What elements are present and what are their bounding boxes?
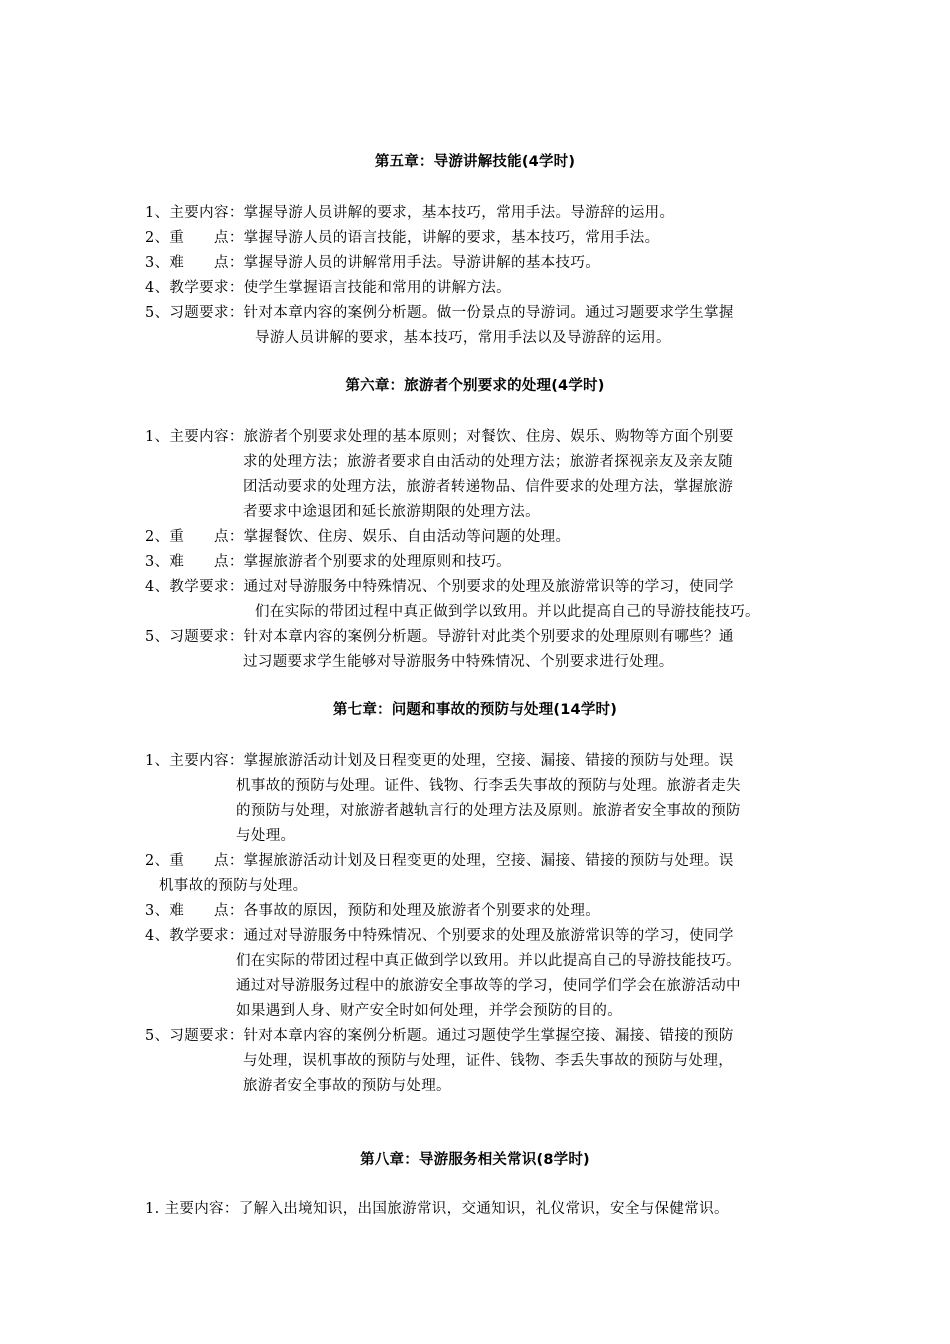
chapter-6-line-7: 4、教学要求：通过对导游服务中特殊情况、个别要求的处理及旅游常识等的学习，使同学 [145, 579, 734, 595]
chapter-6-line-9: 5、习题要求：针对本章内容的案例分析题。导游针对此类个别要求的处理原则有哪些？通 [145, 629, 734, 645]
chapter-7-line-14: 旅游者安全事故的预防与处理。 [243, 1078, 451, 1094]
chapter-6-line-2: 求的处理方法；旅游者要求自由活动的处理方法；旅游者探视亲友及亲友随 [243, 454, 734, 470]
chapter-7-line-7: 3、难 点：各事故的原因，预防和处理及旅游者个别要求的处理。 [145, 903, 601, 919]
chapter-5-line-4: 4、教学要求：使学生掌握语言技能和常用的讲解方法。 [145, 280, 511, 296]
chapter-5-line-6: 导游人员讲解的要求，基本技巧，常用手法以及导游辞的运用。 [255, 330, 671, 346]
chapter-7-line-4: 与处理。 [236, 828, 296, 844]
chapter-7-line-9: 们在实际的带团过程中真正做到学以致用。并以此提高自己的导游技能技巧。 [236, 953, 741, 969]
chapter-6-line-1: 1、主要内容：旅游者个别要求处理的基本原则；对餐饮、住房、娱乐、购物等方面个别要 [145, 429, 734, 445]
chapter-5-line-1: 1、主要内容：掌握导游人员讲解的要求，基本技巧，常用手法。导游辞的运用。 [145, 205, 675, 221]
chapter-7-line-13: 与处理，误机事故的预防与处理，证件、钱物、李丢失事故的预防与处理， [243, 1053, 734, 1069]
chapter-6-line-6: 3、难 点：掌握旅游者个别要求的处理原则和技巧。 [145, 554, 511, 570]
chapter-7-line-1: 1、主要内容：掌握旅游活动计划及日程变更的处理，空接、漏接、错接的预防与处理。误 [145, 753, 734, 769]
chapter-6-line-8: 们在实际的带团过程中真正做到学以致用。并以此提高自己的导游技能技巧。 [255, 604, 760, 620]
chapter-7-line-2: 机事故的预防与处理。证件、钱物、行李丢失事故的预防与处理。旅游者走失 [236, 778, 741, 794]
chapter-8-line-1: 1. 主要内容：了解入出境知识，出国旅游常识，交通知识，礼仪常识，安全与保健常识。 [145, 1201, 729, 1217]
chapter-6-title: 第六章：旅游者个别要求的处理(4学时) [345, 378, 605, 394]
chapter-7-line-6: 机事故的预防与处理。 [159, 878, 308, 894]
chapter-7-line-12: 5、习题要求：针对本章内容的案例分析题。通过习题使学生掌握空接、漏接、错接的预防 [145, 1028, 734, 1044]
chapter-6-line-3: 团活动要求的处理方法，旅游者转递物品、信件要求的处理方法，掌握旅游 [243, 479, 734, 495]
chapter-6-line-5: 2、重 点：掌握餐饮、住房、娱乐、自由活动等问题的处理。 [145, 529, 571, 545]
chapter-7-line-5: 2、重 点：掌握旅游活动计划及日程变更的处理，空接、漏接、错接的预防与处理。误 [145, 853, 734, 869]
chapter-7-line-11: 如果遇到人身、财产安全时如何处理，并学会预防的目的。 [236, 1003, 623, 1019]
chapter-6-line-10: 过习题要求学生能够对导游服务中特殊情况、个别要求进行处理。 [243, 654, 674, 670]
chapter-5-line-5: 5、习题要求：针对本章内容的案例分析题。做一份景点的导游词。通过习题要求学生掌握 [145, 305, 734, 321]
chapter-5-line-2: 2、重 点：掌握导游人员的语言技能，讲解的要求，基本技巧，常用手法。 [145, 230, 660, 246]
chapter-6-line-4: 者要求中途退团和延长旅游期限的处理方法。 [243, 504, 540, 520]
chapter-5-line-3: 3、难 点：掌握导游人员的讲解常用手法。导游讲解的基本技巧。 [145, 255, 601, 271]
chapter-7-line-8: 4、教学要求：通过对导游服务中特殊情况、个别要求的处理及旅游常识等的学习，使同学 [145, 928, 734, 944]
chapter-7-line-10: 通过对导游服务过程中的旅游安全事故等的学习，使同学们学会在旅游活动中 [236, 978, 741, 994]
chapter-5-title: 第五章：导游讲解技能(4学时) [374, 154, 576, 170]
chapter-7-line-3: 的预防与处理，对旅游者越轨言行的处理方法及原则。旅游者安全事故的预防 [236, 803, 741, 819]
chapter-7-title: 第七章：问题和事故的预防与处理(14学时) [332, 702, 618, 718]
chapter-8-title: 第八章：导游服务相关常识(8学时) [360, 1152, 590, 1168]
